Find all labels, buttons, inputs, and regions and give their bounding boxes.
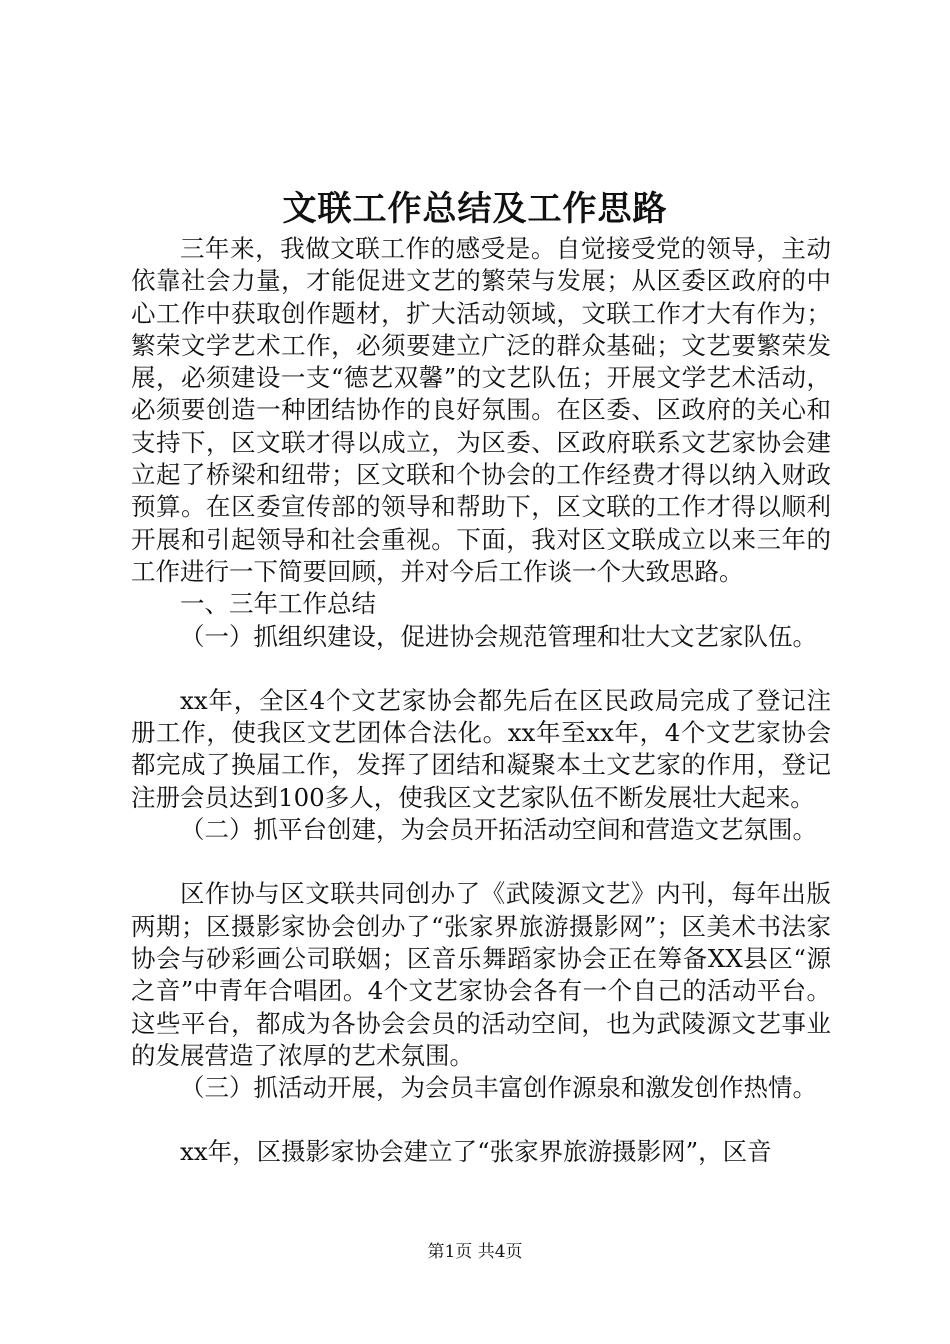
body-paragraph: xx年，全区4个文艺家协会都先后在区民政局完成了登记注册工作，使我区文艺团体合法化。xx年至xx年，4个文艺家协会都完成了换届工作，发挥了团结和凝聚本土文艺家的作用，登记注册会员达到100多人，使我区文艺家队伍不断发展壮大起来。: [131, 685, 831, 812]
document-body: [131, 233, 831, 1169]
document-title: 文联工作总结及工作思路: [282, 189, 668, 229]
page-footer: 第1页 共4页: [427, 1242, 523, 1262]
subsection-heading: （二）抓平台创建，为会员开拓活动空间和营造文艺氛围。: [180, 815, 817, 845]
body-paragraph: xx年，区摄影家协会建立了“张家界旅游摄影网”，区音: [180, 1137, 772, 1167]
subsection-heading: （三）抓活动开展，为会员丰富创作源泉和激发创作热情。: [180, 1073, 817, 1103]
body-paragraph: 区作协与区文联共同创办了《武陵源文艺》内刊，每年出版两期；区摄影家协会创办了“张家界旅游摄影网”；区美术书法家协会与砂彩画公司联姻；区音乐舞蹈家协会正在筹备XX县区“源之音”中青年合唱团。4个文艺家协会各有一个自己的活动平台。这些平台，都成为各协会会员的活动空间，也为武陵源文艺事业的发展营造了浓厚的艺术氛围。: [131, 879, 831, 1070]
subsection-heading: （一）抓组织建设，促进协会规范管理和壮大文艺家队伍。: [180, 621, 817, 651]
section-heading: 一、三年工作总结: [180, 589, 376, 619]
body-paragraph: 三年来，我做文联工作的感受是。自觉接受党的领导，主动依靠社会力量，才能促进文艺的繁荣与发展；从区委区政府的中心工作中获取创作题材，扩大活动领域，文联工作才大有作为；繁荣文学艺术工作，必须要建立广泛的群众基础；文艺要繁荣发展，必须建设一支“德艺双馨”的文艺队伍；开展文学艺术活动，必须要创造一种团结协作的良好氛围。在区委、区政府的关心和支持下，区文联才得以成立，为区委、区政府联系文艺家协会建立起了桥梁和纽带；区文联和个协会的工作经费才得以纳入财政预算。在区委宣传部的领导和帮助下，区文联的工作才得以顺利开展和引起领导和社会重视。下面，我对区文联成立以来三年的工作进行一下简要回顾，并对今后工作谈一个大致思路。: [131, 234, 831, 586]
